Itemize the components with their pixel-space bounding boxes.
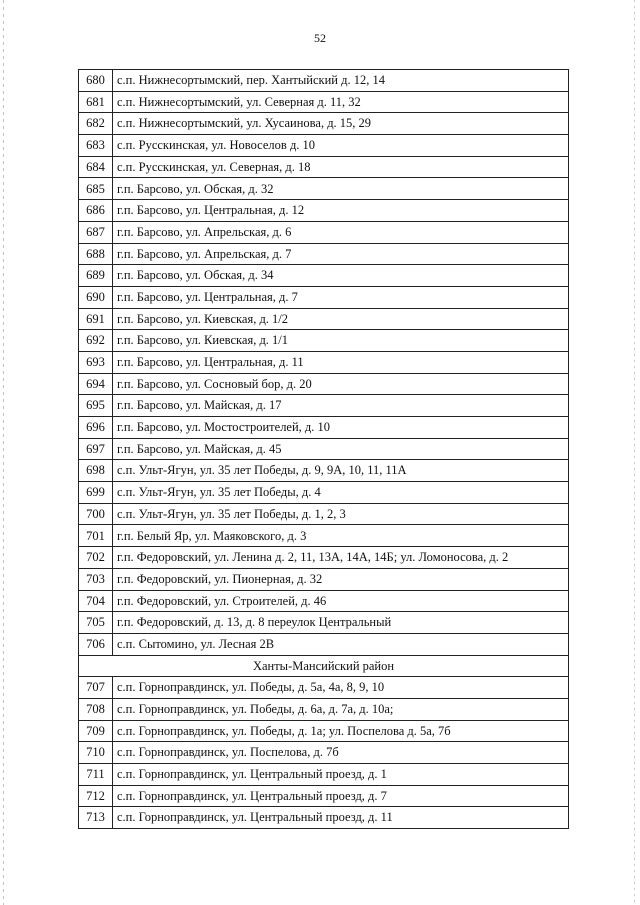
row-address: г.п. Барсово, ул. Обская, д. 34 [113,265,569,287]
row-number: 688 [79,243,113,265]
table-row [79,633,569,655]
row-address: г.п. Барсово, ул. Центральная, д. 12 [113,200,569,222]
row-number: 704 [79,590,113,612]
table-row [79,243,569,265]
address-table [78,69,569,829]
row-address: с.п. Горноправдинск, ул. Центральный проезд, д. 7 [113,785,569,807]
row-address: г.п. Федоровский, ул. Пионерная, д. 32 [113,568,569,590]
row-number: 697 [79,438,113,460]
table-row [79,330,569,352]
row-number: 700 [79,503,113,525]
row-number: 684 [79,156,113,178]
row-number: 689 [79,265,113,287]
table-row [79,612,569,634]
row-address: с.п. Горноправдинск, ул. Поспелова, д. 7б [113,742,569,764]
row-address: г.п. Барсово, ул. Центральная, д. 11 [113,351,569,373]
row-number: 686 [79,200,113,222]
table-row [79,395,569,417]
row-number: 691 [79,308,113,330]
row-address: с.п. Русскинская, ул. Новоселов д. 10 [113,135,569,157]
row-address: г.п. Федоровский, д. 13, д. 8 переулок Центральный [113,612,569,634]
row-number: 712 [79,785,113,807]
section-row [79,655,569,677]
row-number: 692 [79,330,113,352]
table-row [79,547,569,569]
table-row [79,720,569,742]
row-number: 696 [79,417,113,439]
table-row [79,525,569,547]
table-row [79,221,569,243]
row-address: г.п. Барсово, ул. Сосновый бор, д. 20 [113,373,569,395]
page-number: 52 [314,31,326,45]
row-address: с.п. Горноправдинск, ул. Центральный проезд, д. 1 [113,764,569,786]
table-row [79,91,569,113]
table-row [79,482,569,504]
row-address: с.п. Русскинская, ул. Северная, д. 18 [113,156,569,178]
row-number: 695 [79,395,113,417]
row-number: 710 [79,742,113,764]
row-address: с.п. Ульт-Ягун, ул. 35 лет Победы, д. 9, 9А, 10, 11, 11А [113,460,569,482]
scan-edge-left [3,0,4,905]
row-number: 694 [79,373,113,395]
row-address: г.п. Барсово, ул. Киевская, д. 1/2 [113,308,569,330]
table-row [79,677,569,699]
table-row [79,286,569,308]
section-heading: Ханты-Мансийский район [79,655,569,677]
row-address: г.п. Барсово, ул. Мостостроителей, д. 10 [113,417,569,439]
row-number: 706 [79,633,113,655]
table-row [79,265,569,287]
row-number: 698 [79,460,113,482]
table-row [79,698,569,720]
row-number: 713 [79,807,113,829]
row-number: 687 [79,221,113,243]
row-address: г.п. Барсово, ул. Центральная, д. 7 [113,286,569,308]
scan-edge-right [634,0,635,905]
row-number: 690 [79,286,113,308]
table-row [79,113,569,135]
row-address: с.п. Горноправдинск, ул. Центральный проезд, д. 11 [113,807,569,829]
address-table-body [79,70,569,829]
table-row [79,460,569,482]
row-address: с.п. Ульт-Ягун, ул. 35 лет Победы, д. 1, 2, 3 [113,503,569,525]
row-number: 702 [79,547,113,569]
row-address: г.п. Барсово, ул. Майская, д. 17 [113,395,569,417]
row-number: 709 [79,720,113,742]
table-row [79,417,569,439]
row-address: с.п. Нижнесортымский, ул. Северная д. 11, 32 [113,91,569,113]
table-row [79,807,569,829]
row-address: с.п. Нижнесортымский, пер. Хантыйский д. 12, 14 [113,70,569,92]
row-number: 705 [79,612,113,634]
row-address: г.п. Барсово, ул. Апрельская, д. 6 [113,221,569,243]
table-row [79,438,569,460]
row-address: г.п. Белый Яр, ул. Маяковского, д. 3 [113,525,569,547]
row-address: г.п. Барсово, ул. Майская, д. 45 [113,438,569,460]
table-row [79,568,569,590]
table-row [79,351,569,373]
row-number: 699 [79,482,113,504]
row-number: 683 [79,135,113,157]
table-row [79,590,569,612]
table-row [79,503,569,525]
row-address: г.п. Федоровский, ул. Ленина д. 2, 11, 13А, 14А, 14Б; ул. Ломоносова, д. 2 [113,547,569,569]
row-address: с.п. Горноправдинск, ул. Победы, д. 1а; ул. Поспелова д. 5а, 7б [113,720,569,742]
table-row [79,70,569,92]
table-row [79,200,569,222]
table-row [79,785,569,807]
row-number: 682 [79,113,113,135]
table-row [79,178,569,200]
row-address: с.п. Сытомино, ул. Лесная 2В [113,633,569,655]
row-address: с.п. Горноправдинск, ул. Победы, д. 5а, 4а, 8, 9, 10 [113,677,569,699]
row-address: с.п. Ульт-Ягун, ул. 35 лет Победы, д. 4 [113,482,569,504]
table-row [79,308,569,330]
row-address: с.п. Горноправдинск, ул. Победы, д. 6а, д. 7а, д. 10а; [113,698,569,720]
row-number: 707 [79,677,113,699]
row-number: 693 [79,351,113,373]
table-row [79,742,569,764]
row-address: г.п. Барсово, ул. Киевская, д. 1/1 [113,330,569,352]
table-row [79,373,569,395]
row-address: с.п. Нижнесортымский, ул. Хусаинова, д. 15, 29 [113,113,569,135]
table-row [79,135,569,157]
row-address: г.п. Федоровский, ул. Строителей, д. 46 [113,590,569,612]
row-number: 708 [79,698,113,720]
row-number: 685 [79,178,113,200]
table-row [79,156,569,178]
row-number: 701 [79,525,113,547]
row-address: г.п. Барсово, ул. Апрельская, д. 7 [113,243,569,265]
row-number: 703 [79,568,113,590]
row-address: г.п. Барсово, ул. Обская, д. 32 [113,178,569,200]
table-row [79,764,569,786]
row-number: 711 [79,764,113,786]
row-number: 680 [79,70,113,92]
row-number: 681 [79,91,113,113]
